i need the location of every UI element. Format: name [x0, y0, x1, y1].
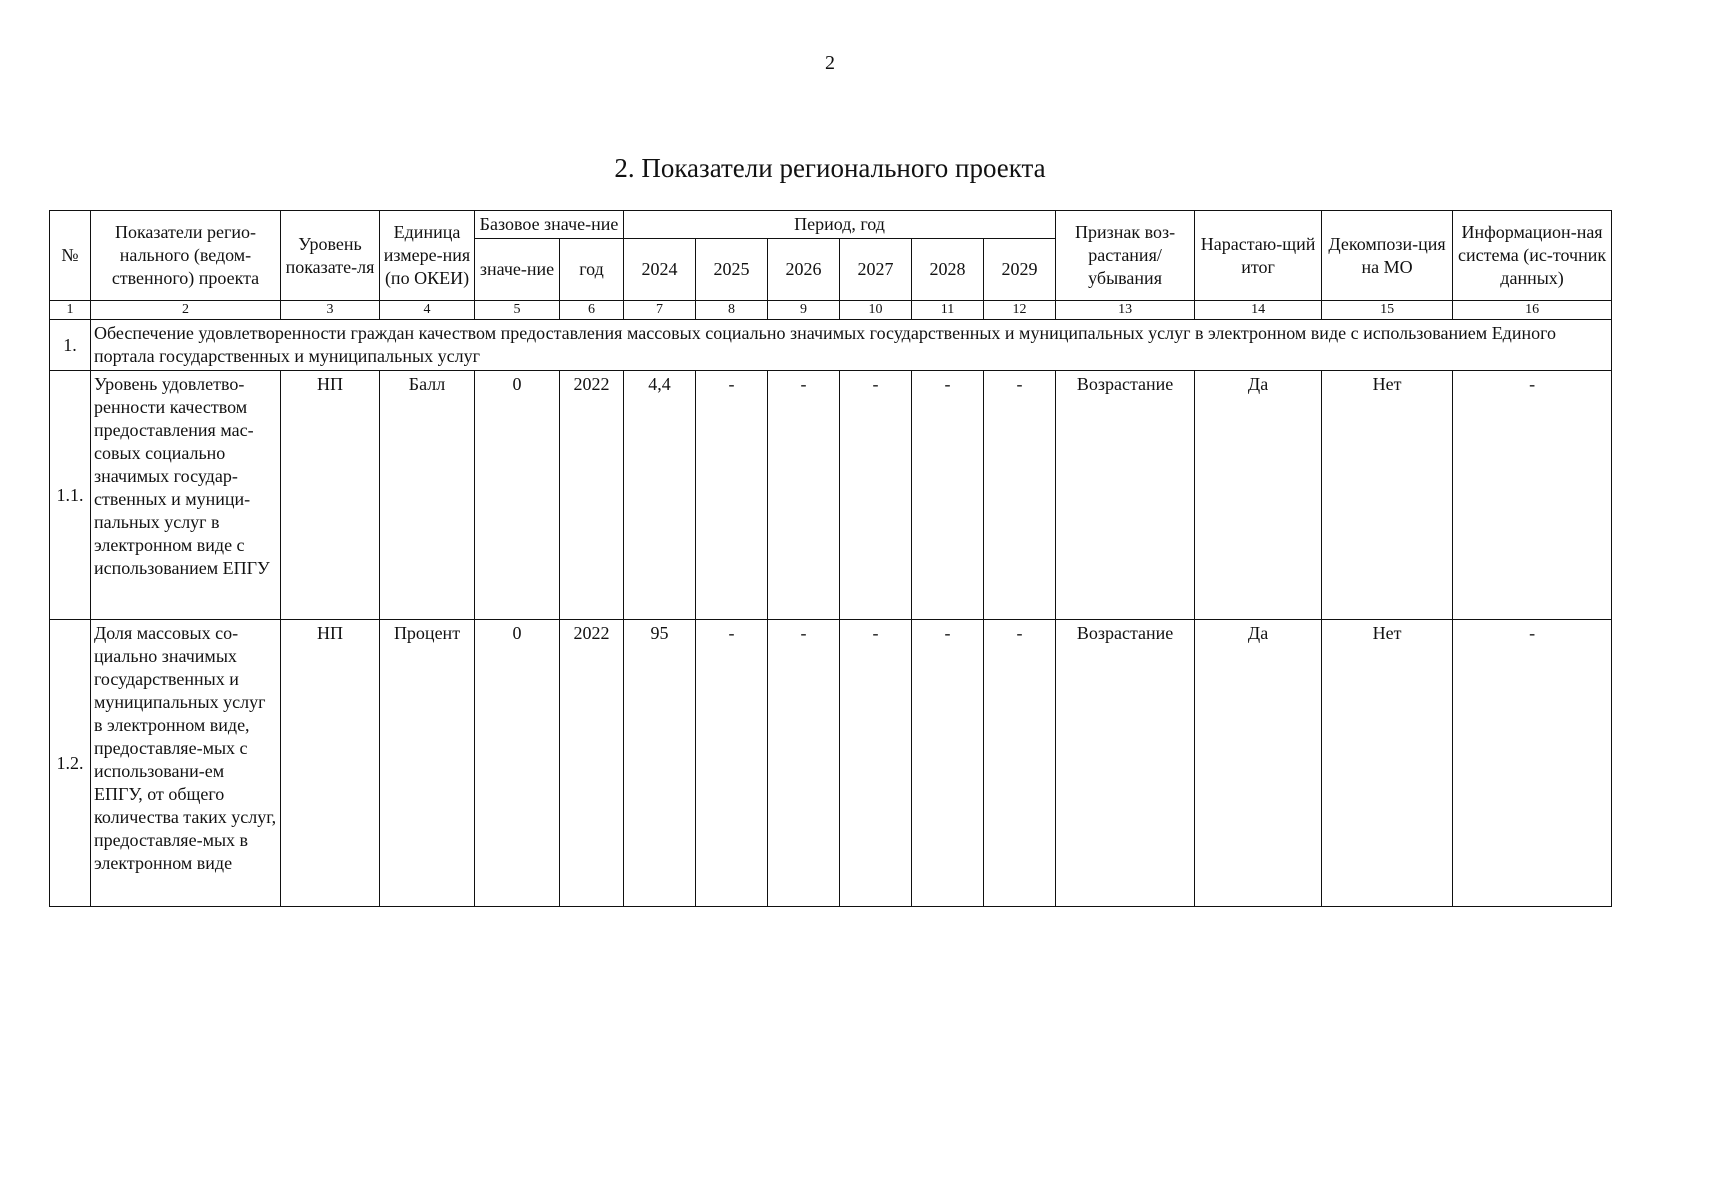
header-year: 2028	[912, 239, 984, 301]
year-value: -	[840, 620, 912, 907]
header-year: 2025	[696, 239, 768, 301]
year-value: 4,4	[624, 371, 696, 620]
column-number: 12	[984, 301, 1056, 320]
header-unit: Единица измере-ния (по ОКЕИ)	[380, 211, 475, 301]
column-number-row	[50, 301, 1612, 320]
cumulative: Да	[1195, 371, 1322, 620]
header-year: 2027	[840, 239, 912, 301]
base-value: 0	[475, 371, 560, 620]
cumulative: Да	[1195, 620, 1322, 907]
header-period: Период, год	[624, 211, 1056, 239]
header-year: 2029	[984, 239, 1056, 301]
indicator-level: НП	[281, 371, 380, 620]
header-level: Уровень показате-ля	[281, 211, 380, 301]
indicator-unit: Балл	[380, 371, 475, 620]
decomposition: Нет	[1322, 620, 1453, 907]
year-value: -	[696, 620, 768, 907]
indicator-unit: Процент	[380, 620, 475, 907]
column-number: 14	[1195, 301, 1322, 320]
page-number: 2	[825, 52, 835, 74]
header-num: №	[50, 211, 91, 301]
indicator-level: НП	[281, 620, 380, 907]
year-value: -	[984, 371, 1056, 620]
year-value: -	[840, 371, 912, 620]
year-value: -	[912, 371, 984, 620]
column-number: 16	[1453, 301, 1612, 320]
column-number: 9	[768, 301, 840, 320]
column-number: 6	[560, 301, 624, 320]
column-number: 8	[696, 301, 768, 320]
section-title: Обеспечение удовлетворенности граждан качеством предоставления массовых социально значимых государственных и муниципальных услуг в электронном виде с использованием Единого портала государственных и муниципальных услуг	[91, 320, 1612, 371]
row-num: 1.1.	[50, 371, 91, 620]
table-header	[50, 211, 1612, 301]
base-year: 2022	[560, 620, 624, 907]
section-row	[50, 320, 1612, 371]
base-year: 2022	[560, 371, 624, 620]
header-base-value: значе-ние	[475, 239, 560, 301]
year-value: -	[984, 620, 1056, 907]
table-row	[50, 371, 1612, 620]
header-indicator: Показатели регио-нального (ведом-ственного) проекта	[91, 211, 281, 301]
column-number: 7	[624, 301, 696, 320]
column-number: 1	[50, 301, 91, 320]
year-value: -	[696, 371, 768, 620]
year-value: -	[768, 620, 840, 907]
column-number: 11	[912, 301, 984, 320]
trend: Возрастание	[1056, 371, 1195, 620]
header-info-system: Информацион-ная система (ис-точник данных)	[1453, 211, 1612, 301]
header-cumulative: Нарастаю-щий итог	[1195, 211, 1322, 301]
indicator-name: Доля массовых со-циально значимых государственных и муниципальных услуг в электронном виде, предоставляе-мых с использовани-ем ЕПГУ, от общего количества таких услуг, предоставляе-мых в электронном виде	[91, 620, 281, 907]
column-number: 5	[475, 301, 560, 320]
column-number: 2	[91, 301, 281, 320]
column-numbers	[50, 301, 1612, 371]
table-row	[50, 620, 1612, 907]
header-base: Базовое значе-ние	[475, 211, 624, 239]
table-body	[50, 371, 1612, 907]
column-number: 4	[380, 301, 475, 320]
trend: Возрастание	[1056, 620, 1195, 907]
header-year: 2024	[624, 239, 696, 301]
decomposition: Нет	[1322, 371, 1453, 620]
info-system: -	[1453, 371, 1612, 620]
header-trend: Признак воз-растания/ убывания	[1056, 211, 1195, 301]
section-num: 1.	[50, 320, 91, 371]
year-value: -	[912, 620, 984, 907]
base-value: 0	[475, 620, 560, 907]
header-decomposition: Декомпози-ция на МО	[1322, 211, 1453, 301]
header-base-year: год	[560, 239, 624, 301]
column-number: 3	[281, 301, 380, 320]
column-number: 10	[840, 301, 912, 320]
year-value: -	[768, 371, 840, 620]
indicators-table	[49, 210, 1612, 907]
indicator-name: Уровень удовлетво-ренности качеством предоставления мас-совых социально значимых государ-ственных и муници-пальных услуг в электронном виде с использованием ЕПГУ	[91, 371, 281, 620]
row-num: 1.2.	[50, 620, 91, 907]
document-title: 2. Показатели регионального проекта	[614, 153, 1046, 183]
info-system: -	[1453, 620, 1612, 907]
header-year: 2026	[768, 239, 840, 301]
column-number: 13	[1056, 301, 1195, 320]
header-row	[50, 211, 1612, 239]
year-value: 95	[624, 620, 696, 907]
column-number: 15	[1322, 301, 1453, 320]
